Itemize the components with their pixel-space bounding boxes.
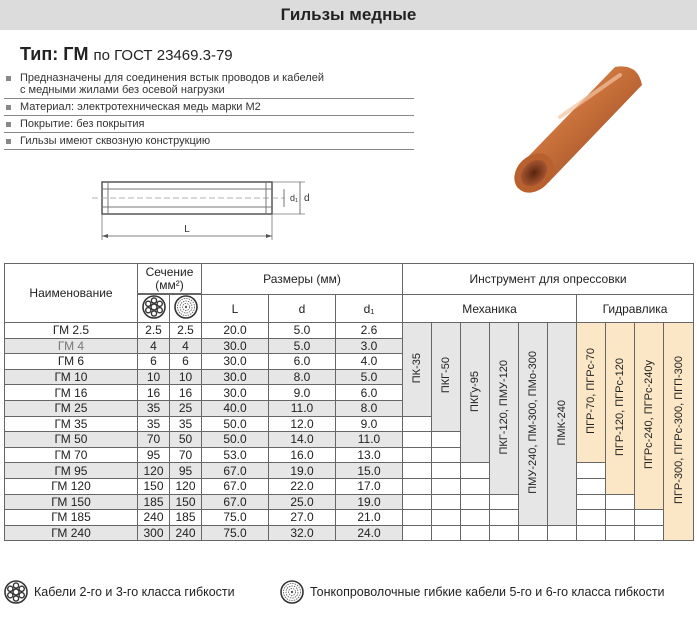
header-dims: Размеры (мм) (202, 264, 403, 295)
cell-name: ГМ 50 (5, 432, 138, 448)
cell-s1: 300 (138, 525, 170, 541)
tool-mech-4: ПМУ-240, ПМ-300, ПМо-300 (519, 323, 548, 526)
cell-s1: 70 (138, 432, 170, 448)
tool-empty (548, 525, 577, 541)
cell-name: ГМ 10 (5, 369, 138, 385)
header-name: Наименование (5, 264, 138, 323)
cell-name: ГМ 25 (5, 400, 138, 416)
type-title: Тип: ГМ по ГОСТ 23469.3-79 (20, 44, 233, 64)
sleeve-drawing (90, 170, 330, 250)
tool-hyd-2: ПГРс-240, ПГРс-240у (635, 323, 664, 510)
table-row (5, 525, 694, 541)
cell-s2: 95 (170, 463, 202, 479)
tool-empty (606, 494, 635, 510)
cell-s2: 6 (170, 354, 202, 370)
cell-L: 67.0 (202, 494, 269, 510)
tool-empty (403, 416, 432, 432)
tool-empty (403, 432, 432, 448)
header-L: L (202, 295, 269, 323)
tool-empty (432, 494, 461, 510)
tool-mech-2: ПКГу-95 (461, 323, 490, 463)
cell-s2: 240 (170, 525, 202, 541)
table-row (5, 478, 694, 494)
dim-d: d (304, 193, 310, 204)
tool-mech-0: ПК-35 (403, 323, 432, 417)
tool-empty (403, 447, 432, 463)
tool-empty (403, 463, 432, 479)
tool-hyd-1: ПГР-120, ПГРс-120 (606, 323, 635, 495)
cell-s2: 25 (170, 400, 202, 416)
cell-s2: 16 (170, 385, 202, 401)
cell-name: ГМ 120 (5, 478, 138, 494)
cell-s2: 185 (170, 510, 202, 526)
cell-L: 30.0 (202, 354, 269, 370)
tool-empty (461, 478, 490, 494)
cell-d: 8.0 (269, 369, 336, 385)
cell-s1: 35 (138, 400, 170, 416)
cell-s1: 120 (138, 463, 170, 479)
cell-d1: 11.0 (336, 432, 403, 448)
cell-s1: 4 (138, 338, 170, 354)
feature-item: Материал: электротехническая медь марки М2 (4, 99, 414, 116)
cell-s1: 185 (138, 494, 170, 510)
cell-d: 5.0 (269, 338, 336, 354)
cell-d: 22.0 (269, 478, 336, 494)
table-row (5, 494, 694, 510)
specs-table (4, 263, 694, 541)
tool-empty (432, 478, 461, 494)
cell-s2: 10 (170, 369, 202, 385)
tool-mech-5: ПМК-240 (548, 323, 577, 526)
cell-d1: 2.6 (336, 323, 403, 339)
tool-hyd-0: ПГР-70, ПГРс-70 (577, 323, 606, 463)
tool-mech-3: ПКГ-120, ПМУ-120 (490, 323, 519, 495)
cell-d1: 4.0 (336, 354, 403, 370)
tool-mech-1: ПКГ-50 (432, 323, 461, 432)
cell-s1: 2.5 (138, 323, 170, 339)
header-d: d (269, 295, 336, 323)
cell-s1: 95 (138, 447, 170, 463)
tool-empty (403, 525, 432, 541)
tool-empty (432, 510, 461, 526)
page-header (0, 0, 697, 30)
cell-L: 53.0 (202, 447, 269, 463)
header-section: Сечение (мм²) (138, 264, 202, 294)
bullet-square-icon (6, 139, 11, 144)
cell-L: 75.0 (202, 510, 269, 526)
cell-d: 14.0 (269, 432, 336, 448)
tool-empty (403, 494, 432, 510)
header-mechanics: Механика (403, 295, 577, 323)
cell-s2: 120 (170, 478, 202, 494)
cable-class-2-icon (138, 295, 170, 323)
cell-L: 75.0 (202, 525, 269, 541)
cell-d: 27.0 (269, 510, 336, 526)
tool-empty (606, 510, 635, 526)
header-tools: Инструмент для опрессовки (403, 264, 694, 295)
feature-item: Гильзы имеют сквозную конструкцию (4, 133, 414, 150)
cell-L: 50.0 (202, 416, 269, 432)
cell-s2: 70 (170, 447, 202, 463)
cell-s2: 4 (170, 338, 202, 354)
tool-empty (403, 478, 432, 494)
cell-L: 67.0 (202, 463, 269, 479)
cell-name: ГМ 2.5 (5, 323, 138, 339)
tool-empty (577, 510, 606, 526)
cell-name: ГМ 185 (5, 510, 138, 526)
table-row (5, 463, 694, 479)
cell-name: ГМ 4 (5, 338, 138, 354)
cell-s1: 16 (138, 385, 170, 401)
cell-d1: 6.0 (336, 385, 403, 401)
tool-empty (461, 510, 490, 526)
tool-empty (635, 525, 664, 541)
cell-d1: 21.0 (336, 510, 403, 526)
tool-empty (577, 494, 606, 510)
cell-s1: 240 (138, 510, 170, 526)
cell-d1: 19.0 (336, 494, 403, 510)
cell-d1: 9.0 (336, 416, 403, 432)
bullet-square-icon (6, 105, 11, 110)
tool-empty (461, 525, 490, 541)
cell-name: ГМ 240 (5, 525, 138, 541)
cell-d1: 15.0 (336, 463, 403, 479)
cell-s1: 6 (138, 354, 170, 370)
cell-d: 25.0 (269, 494, 336, 510)
legend-class-2: Кабели 2-го и 3-го класса гибкости (4, 580, 235, 604)
feature-list (4, 70, 414, 150)
tool-empty (432, 525, 461, 541)
tool-empty (577, 463, 606, 479)
cell-name: ГМ 35 (5, 416, 138, 432)
cell-name: ГМ 16 (5, 385, 138, 401)
tool-hyd-3: ПГР-300, ПГРс-300, ПГП-300 (664, 323, 694, 541)
cell-L: 50.0 (202, 432, 269, 448)
tool-empty (432, 432, 461, 448)
bullet-square-icon (6, 122, 11, 127)
tool-empty (606, 525, 635, 541)
cell-d: 32.0 (269, 525, 336, 541)
cell-d: 6.0 (269, 354, 336, 370)
cell-L: 30.0 (202, 338, 269, 354)
header-d1: d₁ (336, 295, 403, 323)
dim-d1: d₁ (290, 193, 299, 203)
cell-d: 16.0 (269, 447, 336, 463)
page-title: Гильзы медные (280, 5, 417, 24)
cell-name: ГМ 6 (5, 354, 138, 370)
tool-empty (635, 510, 664, 526)
tool-empty (403, 510, 432, 526)
header-hydraulics: Гидравлика (577, 295, 694, 323)
tool-empty (490, 525, 519, 541)
cell-d: 12.0 (269, 416, 336, 432)
tool-empty (461, 494, 490, 510)
cell-d1: 5.0 (336, 369, 403, 385)
cell-d: 11.0 (269, 400, 336, 416)
cell-s1: 150 (138, 478, 170, 494)
cell-L: 67.0 (202, 478, 269, 494)
cell-d1: 24.0 (336, 525, 403, 541)
tool-empty (577, 525, 606, 541)
cell-d: 5.0 (269, 323, 336, 339)
cell-d1: 13.0 (336, 447, 403, 463)
legend-class-5: Тонкопроволочные гибкие кабели 5-го и 6-го класса гибкости (280, 580, 665, 604)
table-row (5, 510, 694, 526)
tool-empty (490, 494, 519, 510)
tool-empty (490, 510, 519, 526)
cell-L: 30.0 (202, 369, 269, 385)
cell-name: ГМ 150 (5, 494, 138, 510)
tool-empty (432, 447, 461, 463)
cell-L: 40.0 (202, 400, 269, 416)
cell-s2: 2.5 (170, 323, 202, 339)
cell-d1: 3.0 (336, 338, 403, 354)
cell-d1: 8.0 (336, 400, 403, 416)
bullet-square-icon (6, 76, 11, 81)
cable-class-2-icon (4, 580, 28, 604)
cable-class-5-icon (170, 295, 202, 323)
tool-empty (519, 525, 548, 541)
copper-sleeve-image (490, 55, 660, 195)
cell-d1: 17.0 (336, 478, 403, 494)
gost-label: по ГОСТ 23469.3-79 (93, 47, 233, 64)
cell-s1: 10 (138, 369, 170, 385)
tool-empty (461, 463, 490, 479)
cell-s2: 35 (170, 416, 202, 432)
cell-s1: 35 (138, 416, 170, 432)
cable-class-5-icon (280, 580, 304, 604)
cell-s2: 150 (170, 494, 202, 510)
tool-empty (432, 463, 461, 479)
cell-s2: 50 (170, 432, 202, 448)
dim-L: L (184, 224, 190, 235)
cell-d: 19.0 (269, 463, 336, 479)
table-row (5, 323, 694, 339)
cell-L: 20.0 (202, 323, 269, 339)
feature-item: Покрытие: без покрытия (4, 116, 414, 133)
feature-item: Предназначены для соединения встык проводов и кабелей с медными жилами без осевой нагрузки (4, 70, 414, 99)
tool-empty (577, 478, 606, 494)
cell-d: 9.0 (269, 385, 336, 401)
cell-L: 30.0 (202, 385, 269, 401)
cell-name: ГМ 70 (5, 447, 138, 463)
cell-name: ГМ 95 (5, 463, 138, 479)
